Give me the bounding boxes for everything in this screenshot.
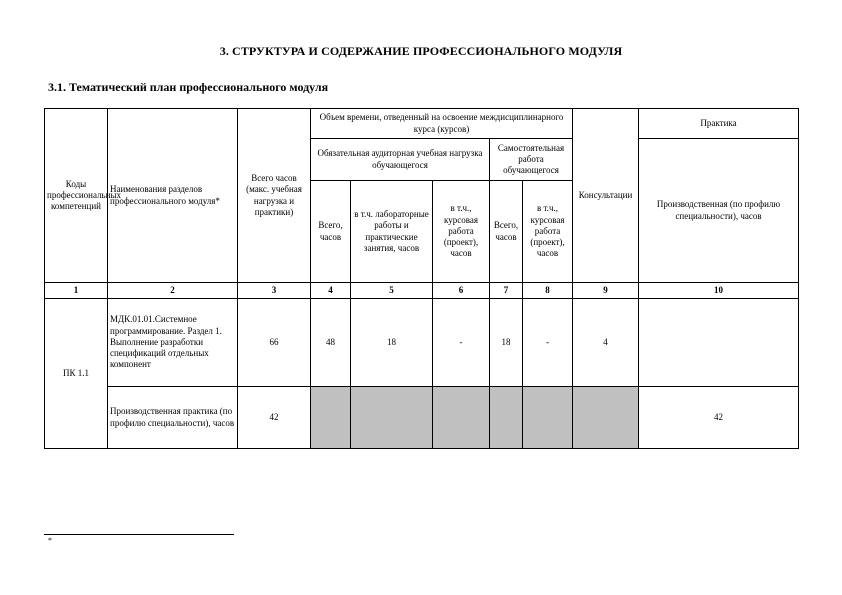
footnote-separator xyxy=(44,534,234,535)
col-number: 5 xyxy=(351,283,433,299)
col-number: 8 xyxy=(523,283,573,299)
header-ind-total: Всего, часов xyxy=(490,181,523,283)
header-total-hours: Всего, часов xyxy=(311,181,351,283)
header-independent: Самостоятельная работа обучающегося xyxy=(490,139,573,181)
footnote-mark: * xyxy=(48,536,52,545)
shaded-cell xyxy=(490,387,523,449)
cell-ind-coursework: - xyxy=(523,299,573,387)
col-number: 10 xyxy=(639,283,799,299)
cell-labs: 18 xyxy=(351,299,433,387)
column-numbers-row xyxy=(45,283,799,299)
section-name: Производственная практика (по профилю специальности), часов xyxy=(108,387,238,449)
cell-ind-total: 18 xyxy=(490,299,523,387)
table-row xyxy=(45,387,799,449)
section-name: МДК.01.01.Системное программирование. Раздел 1. Выполнение разработки спецификаций отдельных компонент xyxy=(108,299,238,387)
shaded-cell xyxy=(351,387,433,449)
table-row xyxy=(45,299,799,387)
shaded-cell xyxy=(311,387,351,449)
shaded-cell xyxy=(523,387,573,449)
col-number: 7 xyxy=(490,283,523,299)
header-codes: Коды профессиональных компетенций xyxy=(45,109,108,283)
header-volume: Объем времени, отведенный на освоение междисциплинарного курса (курсов) xyxy=(311,109,573,139)
cell-mandatory-total: 48 xyxy=(311,299,351,387)
cell-production: 42 xyxy=(639,387,799,449)
header-names: Наименования разделов профессионального модуля* xyxy=(108,109,238,283)
col-number: 9 xyxy=(573,283,639,299)
header-practice: Практика xyxy=(639,109,799,139)
cell-total: 42 xyxy=(238,387,311,449)
section-title: 3. СТРУКТУРА И СОДЕРЖАНИЕ ПРОФЕССИОНАЛЬНОГО МОДУЛЯ xyxy=(219,44,623,58)
competence-code: ПК 1.1 xyxy=(45,299,108,449)
header-total: Всего часов (макс. учебная нагрузка и практики) xyxy=(238,109,311,283)
header-consult: Консультации xyxy=(573,109,639,283)
col-number: 6 xyxy=(433,283,490,299)
header-production: Производственная (по профилю специальности), часов xyxy=(639,139,799,283)
shaded-cell xyxy=(433,387,490,449)
cell-coursework: - xyxy=(433,299,490,387)
header-labs: в т.ч. лабораторные работы и практические занятия, часов xyxy=(351,181,433,283)
header-ind-coursework: в т.ч., курсовая работа (проект), часов xyxy=(523,181,573,283)
cell-total: 66 xyxy=(238,299,311,387)
cell-consult: 4 xyxy=(573,299,639,387)
col-number: 4 xyxy=(311,283,351,299)
col-number: 3 xyxy=(238,283,311,299)
header-mandatory: Обязательная аудиторная учебная нагрузка обучающегося xyxy=(311,139,490,181)
shaded-cell xyxy=(573,387,639,449)
col-number: 2 xyxy=(108,283,238,299)
thematic-plan-table xyxy=(44,108,799,449)
header-coursework: в т.ч., курсовая работа (проект), часов xyxy=(433,181,490,283)
col-number: 1 xyxy=(45,283,108,299)
section-subtitle: 3.1. Тематический план профессионального модуля xyxy=(48,80,329,94)
cell-production xyxy=(639,299,799,387)
